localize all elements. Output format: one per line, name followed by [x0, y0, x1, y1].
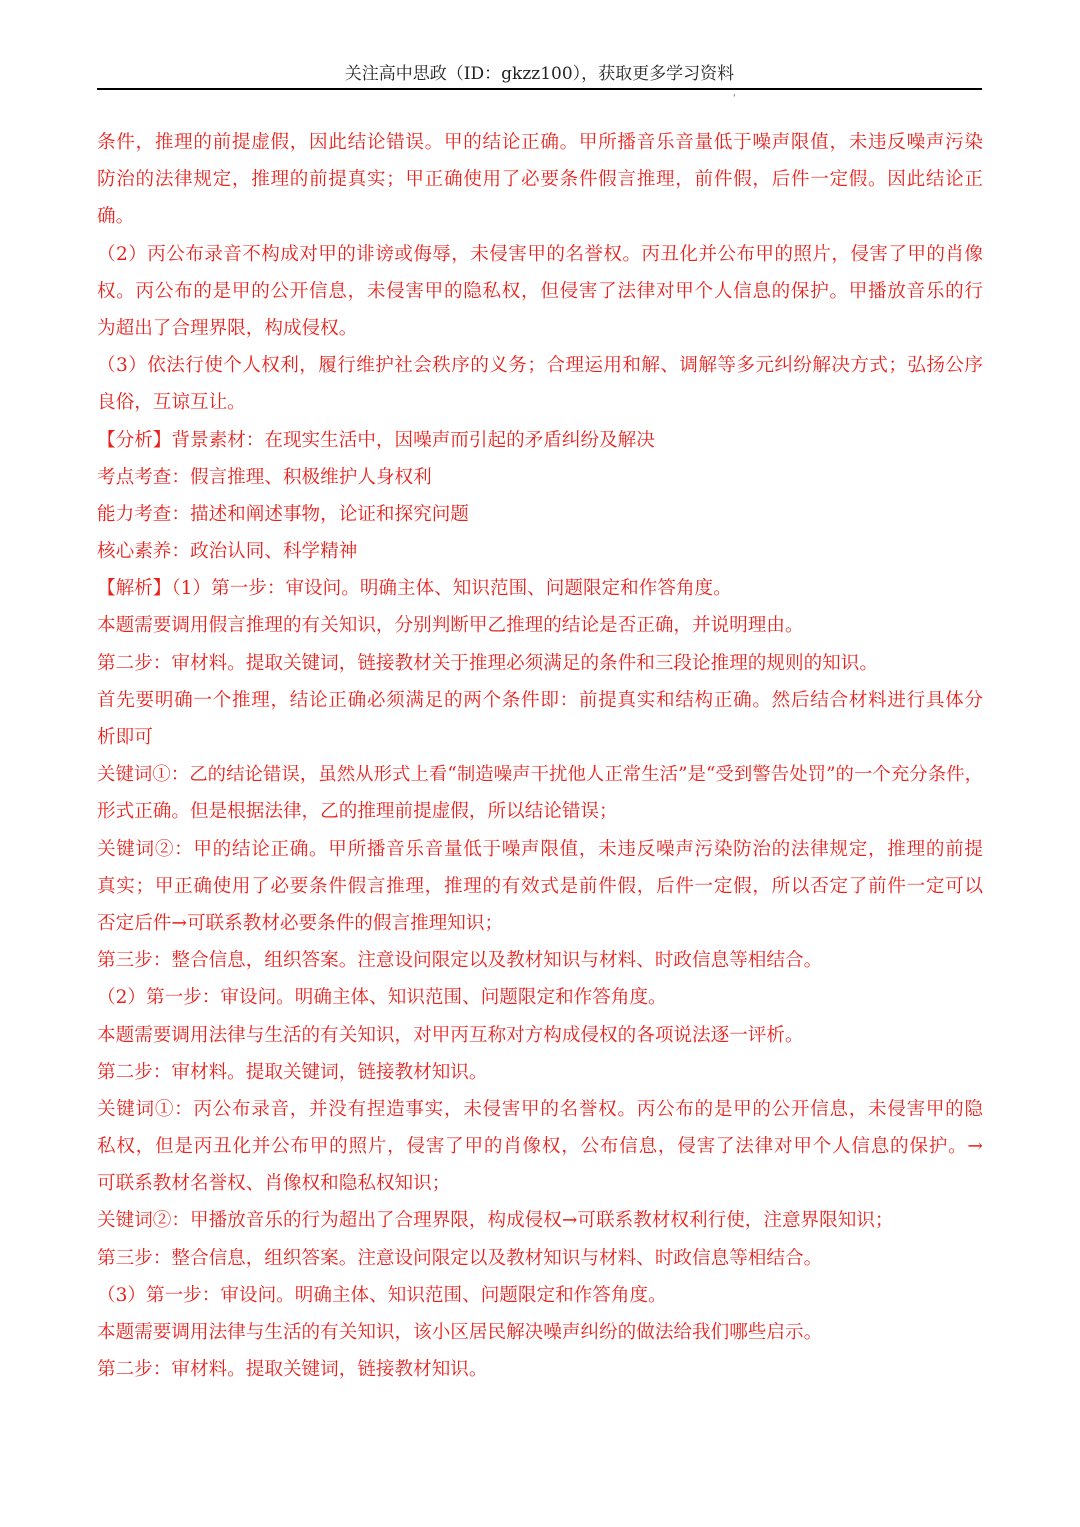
text-line: （2）第一步：审设问。明确主体、知识范围、问题限定和作答角度。: [97, 987, 667, 1009]
text-line: 第二步：审材料。提取关键词，链接教材知识。: [97, 1359, 488, 1381]
text-line: 为超出了合理界限，构成侵权。: [97, 317, 358, 339]
text-line: 关键词②：甲播放音乐的行为超出了合理界限，构成侵权→可联系教材权利行使，注意界限知识；: [97, 1210, 894, 1232]
text-line: （2）丙公布录音不构成对甲的诽谤或侮辱，未侵害甲的名誉权。丙丑化并公布甲的照片，侵害了甲的肖像: [97, 243, 983, 265]
text-line: 良俗，互谅互让。: [97, 392, 246, 414]
header-mark: ': [733, 94, 736, 104]
text-line: 否定后件→可联系教材必要条件的假言推理知识；: [97, 912, 504, 934]
answer-content: [97, 124, 983, 1388]
text-line: 首先要明确一个推理，结论正确必须满足的两个条件即：前提真实和结构正确。然后结合材料进行具体分: [97, 689, 983, 711]
text-line: （3）依法行使个人权利，履行维护社会秩序的义务；合理运用和解、调解等多元纠纷解决方式；弘扬公序: [97, 355, 983, 377]
text-line: 真实；甲正确使用了必要条件假言推理，推理的有效式是前件假，后件一定假，所以否定了前件一定可以: [97, 875, 983, 897]
text-line: 形式正确。但是根据法律，乙的推理前提虚假，所以结论错误；: [97, 801, 618, 823]
page-header: [97, 62, 982, 90]
text-line: 本题需要调用法律与生活的有关知识，对甲丙互称对方构成侵权的各项说法逐一评析。: [97, 1024, 804, 1046]
text-line: 私权，但是丙丑化并公布甲的照片，侵害了甲的肖像权，公布信息，侵害了法律对甲个人信息的保护。→: [97, 1136, 983, 1158]
header-text: 关注高中思政（ID：gkzz100），获取更多学习资料: [344, 64, 735, 84]
text-line: 可联系教材名誉权、肖像权和隐私权知识；: [97, 1173, 451, 1195]
text-line: 本题需要调用假言推理的有关知识，分别判断甲乙推理的结论是否正确，并说明理由。: [97, 615, 804, 637]
text-line: 第三步：整合信息，组织答案。注意设问限定以及教材知识与材料、时政信息等相结合。: [97, 950, 823, 972]
text-line: 【解析】（1）第一步：审设问。明确主体、知识范围、问题限定和作答角度。: [97, 578, 732, 600]
text-line: 第二步：审材料。提取关键词，链接教材知识。: [97, 1061, 488, 1083]
text-line: 析即可: [97, 727, 153, 748]
text-line: 条件，推理的前提虚假，因此结论错误。甲的结论正确。甲所播音乐音量低于噪声限值，未违反噪声污染: [97, 132, 983, 153]
text-line: 关键词②：甲的结论正确。甲所播音乐音量低于噪声限值，未违反噪声污染防治的法律规定，推理的前提: [97, 838, 983, 860]
text-line: 能力考查：描述和阐述事物，论证和探究问题: [97, 503, 469, 525]
text-line: 防治的法律规定，推理的前提真实；甲正确使用了必要条件假言推理，前件假，后件一定假。因此结论正: [97, 169, 983, 191]
text-line: 本题需要调用法律与生活的有关知识，该小区居民解决噪声纠纷的做法给我们哪些启示。: [97, 1322, 823, 1343]
text-line: 权。丙公布的是甲的公开信息，未侵害甲的隐私权，但侵害了法律对甲个人信息的保护。甲播放音乐的行: [97, 280, 983, 302]
text-line: 第二步：审材料。提取关键词，链接教材关于推理必须满足的条件和三段论推理的规则的知识。: [97, 652, 878, 674]
text-line: 确。: [97, 206, 135, 228]
text-line: 关键词①：乙的结论错误，虽然从形式上看“制造噪声干扰他人正常生活”是“受到警告处罚”的一个充分条件，: [97, 764, 983, 786]
text-line: 第三步：整合信息，组织答案。注意设问限定以及教材知识与材料、时政信息等相结合。: [97, 1247, 823, 1269]
text-line: 考点考查：假言推理、积极维护人身权利: [97, 466, 432, 488]
text-line: 【分析】背景素材：在现实生活中，因噪声而引起的矛盾纠纷及解决: [97, 429, 655, 451]
text-line: 核心素养：政治认同、科学精神: [97, 541, 358, 563]
text-line: 关键词①：丙公布录音，并没有捏造事实，未侵害甲的名誉权。丙公布的是甲的公开信息，未侵害甲的隐: [97, 1098, 983, 1120]
text-line: （3）第一步：审设问。明确主体、知识范围、问题限定和作答角度。: [97, 1284, 667, 1306]
